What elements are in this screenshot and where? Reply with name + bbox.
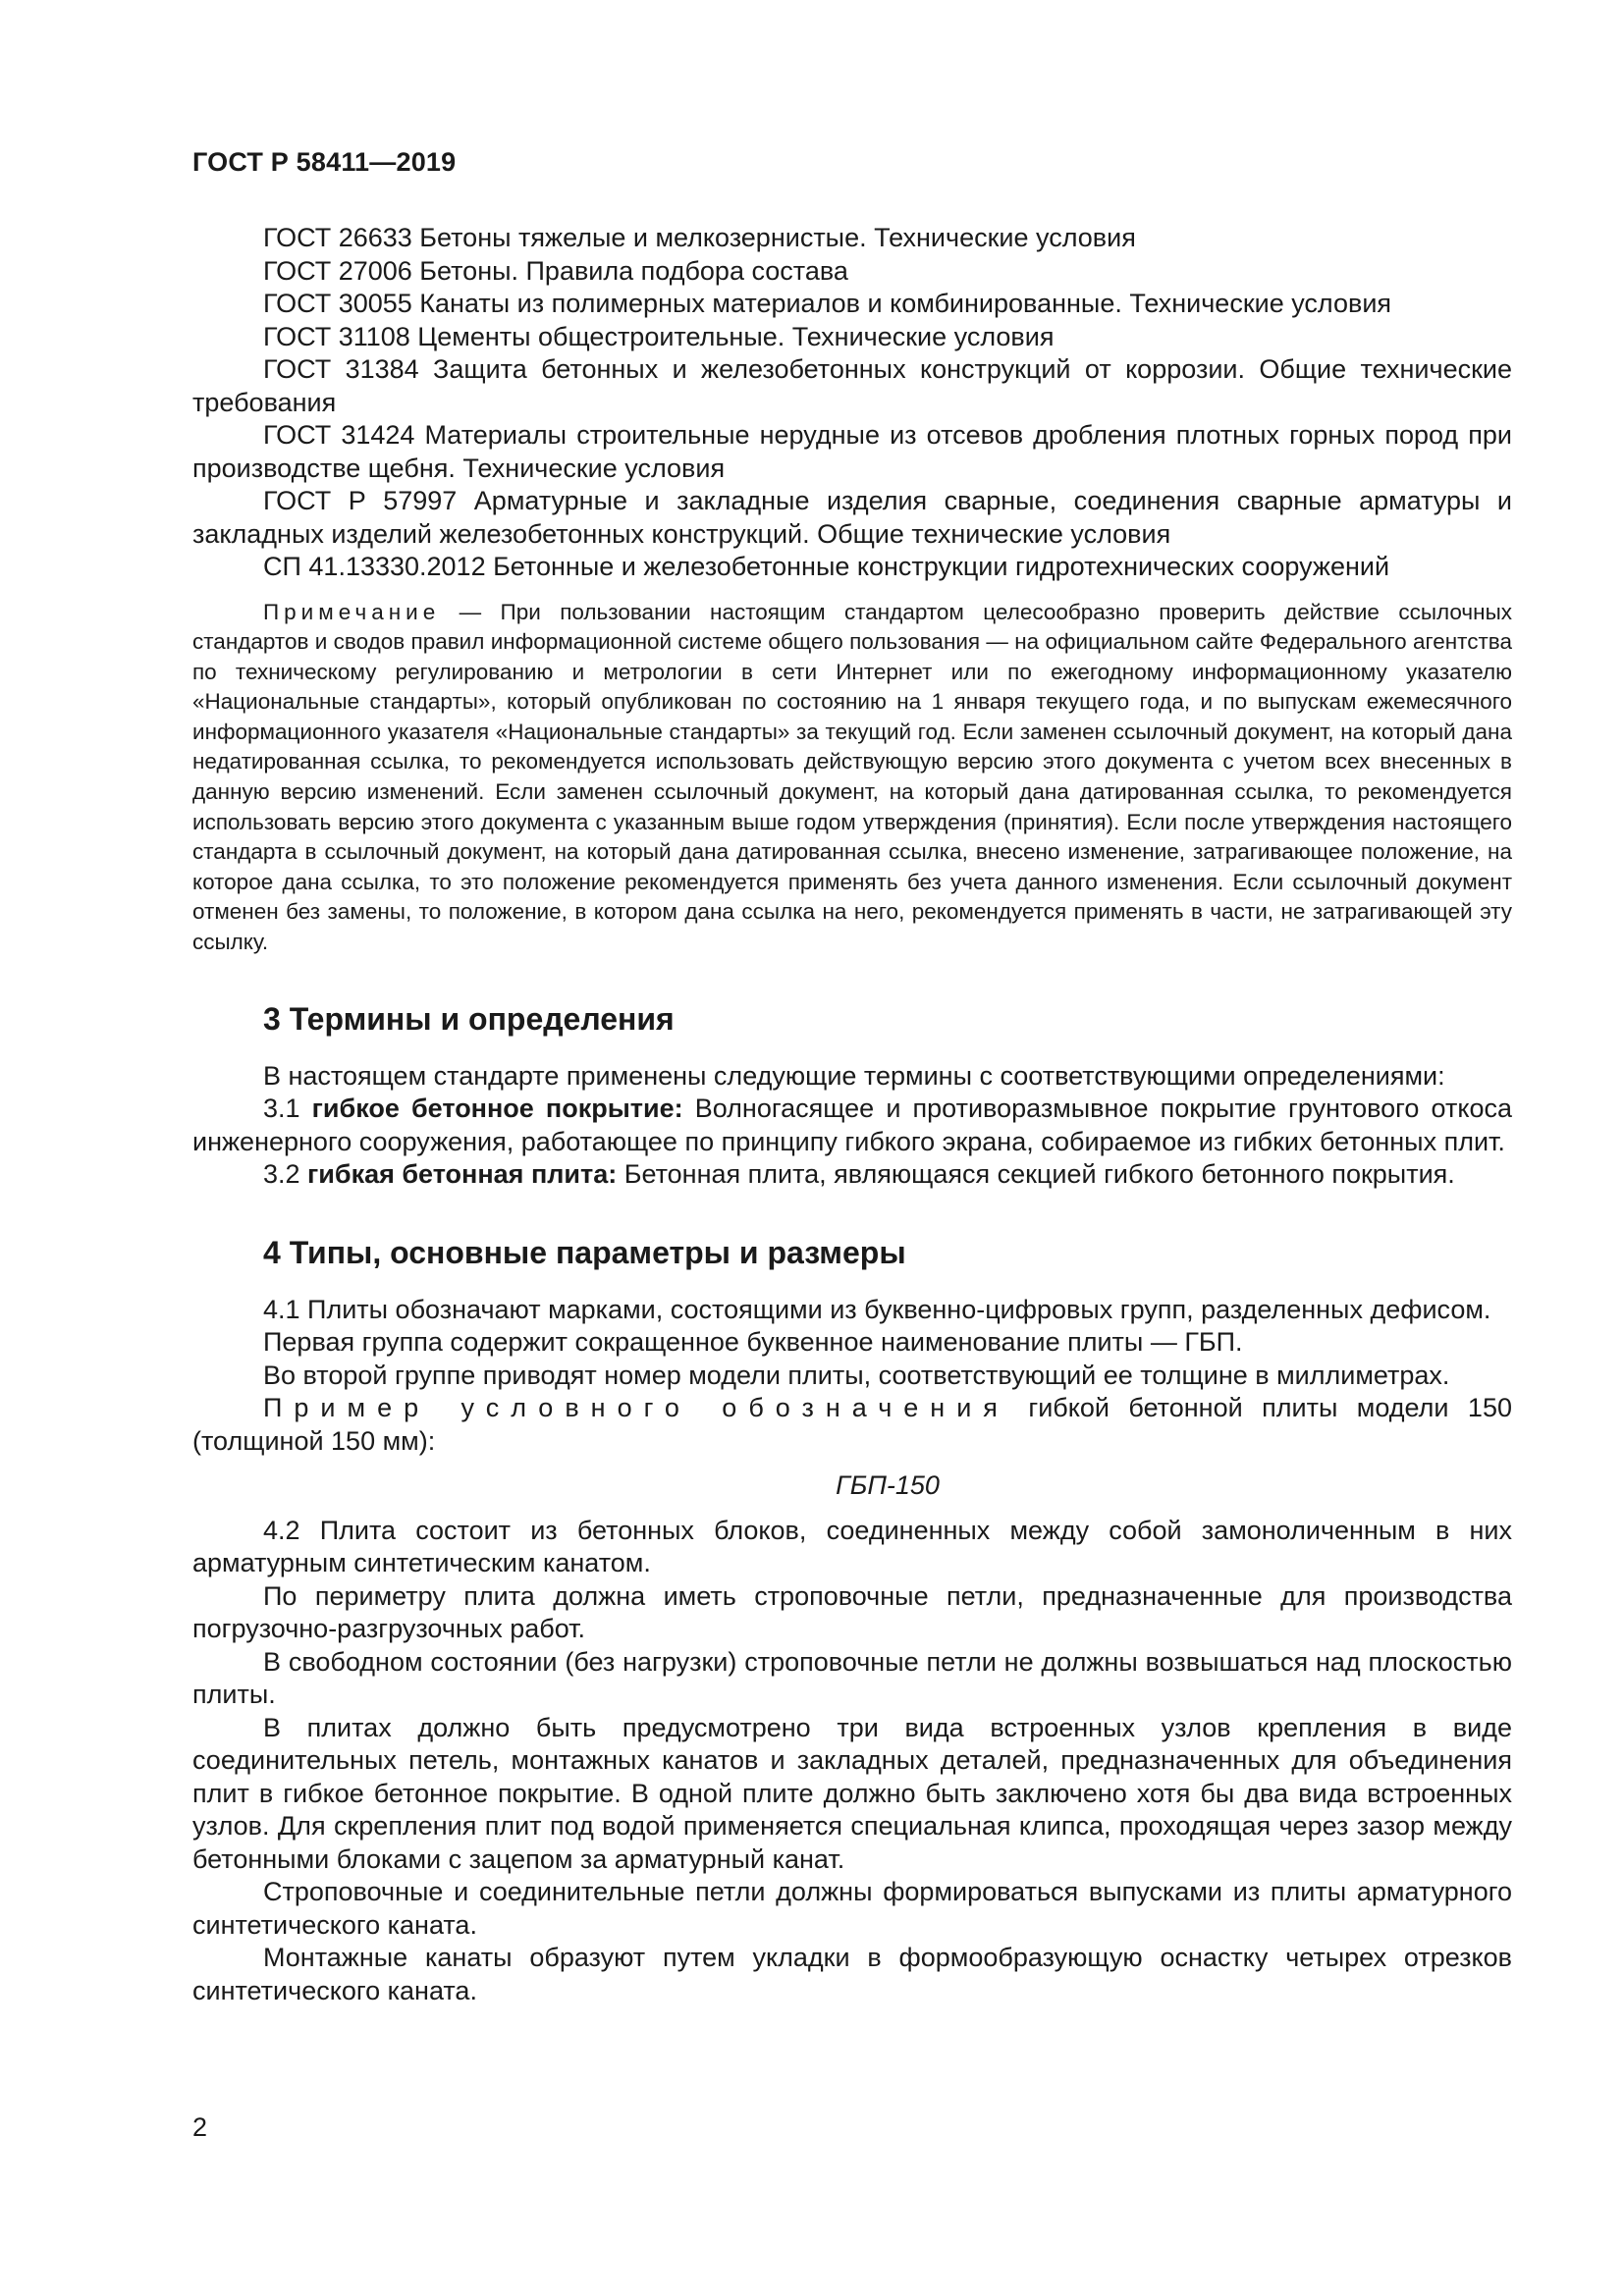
- page-number: 2: [192, 2112, 208, 2142]
- term-number: 3.2: [263, 1159, 308, 1190]
- section-3-heading: 3 Термины и определения: [263, 1000, 675, 1037]
- term-name: гибкое бетонное покрытие:: [311, 1094, 683, 1124]
- paragraph: 4.2 Плита состоит из бетонных блоков, соединенных между собой замоноличенным в них арматурным синтетическим канатом.: [192, 1515, 1512, 1578]
- reference-item: ГОСТ 30055 Канаты из полимерных материалов и комбинированные. Технические условия: [263, 289, 1392, 318]
- reference-item: ГОСТ Р 57997 Арматурные и закладные изделия сварные, соединения сварные арматуры и закладных изделий железобетонных конструкций. Общие технические условия: [192, 486, 1512, 549]
- reference-item: ГОСТ 31424 Материалы строительные нерудные из отсевов дробления плотных горных пород при производстве щебня. Технические условия: [192, 420, 1512, 483]
- paragraph: Монтажные канаты образуют путем укладки в формообразующую оснастку четырех отрезков синтетического каната.: [192, 1943, 1512, 2005]
- section-4-heading: 4 Типы, основные параметры и размеры: [263, 1234, 906, 1270]
- term-definition: Бетонная плита, являющаяся секцией гибкого бетонного покрытия.: [617, 1159, 1455, 1190]
- term-3-2: [192, 1158, 1512, 1192]
- paragraph: Во второй группе приводят номер модели плиты, соответствующий ее толщине в миллиметрах.: [263, 1360, 1450, 1390]
- paragraph: Строповочные и соединительные петли должны формироваться выпусками из плиты арматурного синтетического каната.: [192, 1877, 1512, 1940]
- reference-item: СП 41.13330.2012 Бетонные и железобетонные конструкции гидротехнических сооружений: [263, 552, 1390, 581]
- paragraph: 4.1 Плиты обозначают марками, состоящими из буквенно-цифровых групп, разделенных дефисом.: [263, 1294, 1491, 1324]
- reference-item: ГОСТ 26633 Бетоны тяжелые и мелкозернистые. Технические условия: [263, 223, 1136, 252]
- note-text: — При пользовании настоящим стандартом целесообразно проверить действие ссылочных стандартов и сводов правил информационной системе общего пользования — на официальном сайте Федерального агентства по техническому регулированию и метрологии в сети Интернет или по ежегодному информационному указателю «Национальные стандарты», который опубликован по состоянию на 1 января текущего года, и по выпускам ежемесячного информационного указателя «Национальные стандарты» за текущий год. Если заменен ссылочный документ, на который дана недатированная ссылка, то рекомендуется использовать действующую версию этого документа с учетом всех внесенных в данную версию изменений. Если заменен ссылочный документ, на который дана датированная ссылка, то рекомендуется использовать версию этого документа с указанным выше годом утверждения (принятия). Если после утверждения настоящего стандарта в ссылочный документ, на который дана датированная ссылка, внесено изменение, затрагивающее положение, на которое дана ссылка, то это положение рекомендуется применять без учета данного изменения. Если ссылочный документ отменен без замены, то положение, в котором дана ссылка на него, рекомендуется применять в части, не затрагивающей эту ссылку.: [192, 599, 1512, 955]
- designation-example: ГБП-150: [836, 1470, 940, 1501]
- note-paragraph: [192, 598, 1512, 958]
- term-name: гибкая бетонная плита:: [307, 1159, 618, 1190]
- example-text: гибкой бетонной плиты модели 150 (толщиной 150 мм):: [192, 1393, 1512, 1456]
- paragraph: Первая группа содержит сокращенное буквенное наименование плиты — ГБП.: [263, 1327, 1243, 1358]
- paragraph: По периметру плита должна иметь строповочные петли, предназначенные для производства погрузочно-разгрузочных работ.: [192, 1580, 1512, 1644]
- paragraph: В свободном состоянии (без нагрузки) строповочные петли не должны возвышаться над плоскостью плиты.: [192, 1646, 1512, 1710]
- document-header: ГОСТ Р 58411—2019: [192, 147, 457, 177]
- note-label: Примечание: [263, 599, 441, 624]
- paragraph: В плитах должно быть предусмотрено три вида встроенных узлов крепления в виде соединительных петель, монтажных канатов и закладных деталей, предназначенных для объединения плит в гибкое бетонное покрытие. В одной плите должно быть заключено хотя бы два вида встроенных узлов. Для скрепления плит под водой применяется специальная клипса, проходящая через зазор между бетонными блоками с зацепом за арматурный канат.: [192, 1712, 1512, 1874]
- reference-item: ГОСТ 31384 Защита бетонных и железобетонных конструкций от коррозии. Общие технические требования: [192, 354, 1512, 417]
- reference-item: ГОСТ 27006 Бетоны. Правила подбора состава: [263, 255, 848, 286]
- section-3-intro: В настоящем стандарте применены следующие термины с соответствующими определениями:: [263, 1060, 1445, 1091]
- example-label: Пример условного обозначения: [263, 1393, 1009, 1423]
- example-paragraph: [192, 1392, 1512, 1458]
- term-definition: Волногасящее и противоразмывное покрытие грунтового откоса инженерного сооружения, работающее по принципу гибкого экрана, собираемое из гибких бетонных плит.: [192, 1094, 1512, 1156]
- reference-item: ГОСТ 31108 Цементы общестроительные. Технические условия: [263, 321, 1055, 351]
- term-number: 3.1: [263, 1094, 312, 1124]
- page-content: [192, 222, 1512, 2007]
- term-3-1: [192, 1093, 1512, 1158]
